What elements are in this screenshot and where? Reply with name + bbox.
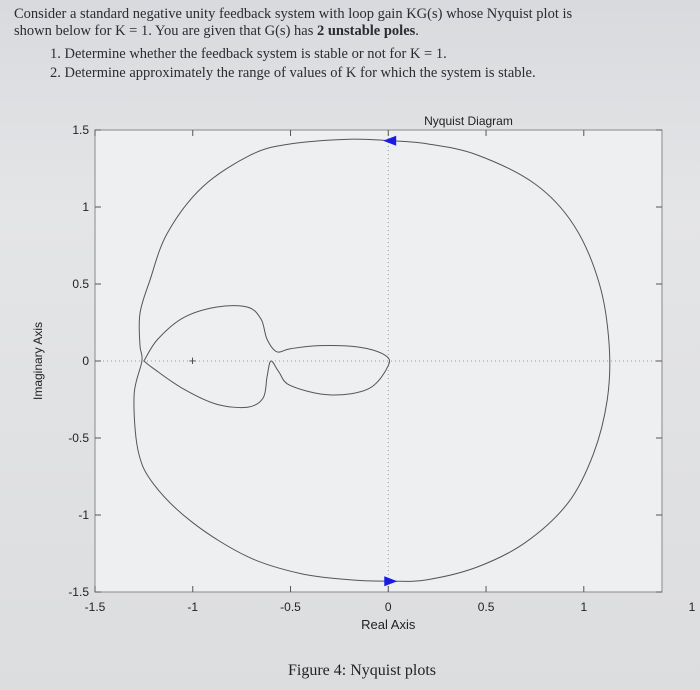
x-tick-label: -0.5 — [280, 600, 301, 614]
y-tick-label: -1 — [78, 508, 89, 522]
y-axis-label: Imaginary Axis — [31, 321, 45, 401]
y-tick-label: -0.5 — [68, 431, 89, 445]
y-tick-label: 0 — [82, 354, 89, 368]
figure-caption: Figure 4: Nyquist plots — [288, 662, 437, 679]
x-tick-label-extra: 1 — [688, 600, 696, 614]
y-tick-label: 1 — [82, 200, 89, 214]
question-1: 1. Determine whether the feedback system is stable or not for K = 1. — [50, 46, 447, 62]
x-tick-label: 1 — [580, 600, 588, 614]
chart-title: Nyquist Diagram — [424, 114, 513, 128]
plot-area — [95, 130, 662, 592]
x-axis-label: Real Axis — [361, 617, 416, 632]
y-tick-label: 0.5 — [72, 277, 89, 291]
problem-intro-line2-suffix: . — [415, 23, 419, 39]
x-tick-label: 0 — [384, 600, 392, 614]
y-tick-label: -1.5 — [68, 585, 89, 599]
question-2: 2. Determine approximately the range of values of K for which the system is stable. — [50, 65, 536, 81]
problem-intro-line1: Consider a standard negative unity feedback system with loop gain KG(s) whose Nyquist plot is — [14, 6, 573, 22]
x-tick-label: -1.5 — [84, 600, 106, 614]
unstable-poles-emphasis: 2 unstable poles — [316, 23, 416, 39]
x-tick-label: 0.5 — [477, 600, 495, 614]
x-tick-label: -1 — [187, 600, 199, 614]
problem-intro-line2-prefix: shown below for K = 1. You are given that G(s) has — [14, 23, 317, 39]
critical-point-marker: + — [188, 353, 197, 368]
y-tick-label: 1.5 — [72, 123, 89, 137]
